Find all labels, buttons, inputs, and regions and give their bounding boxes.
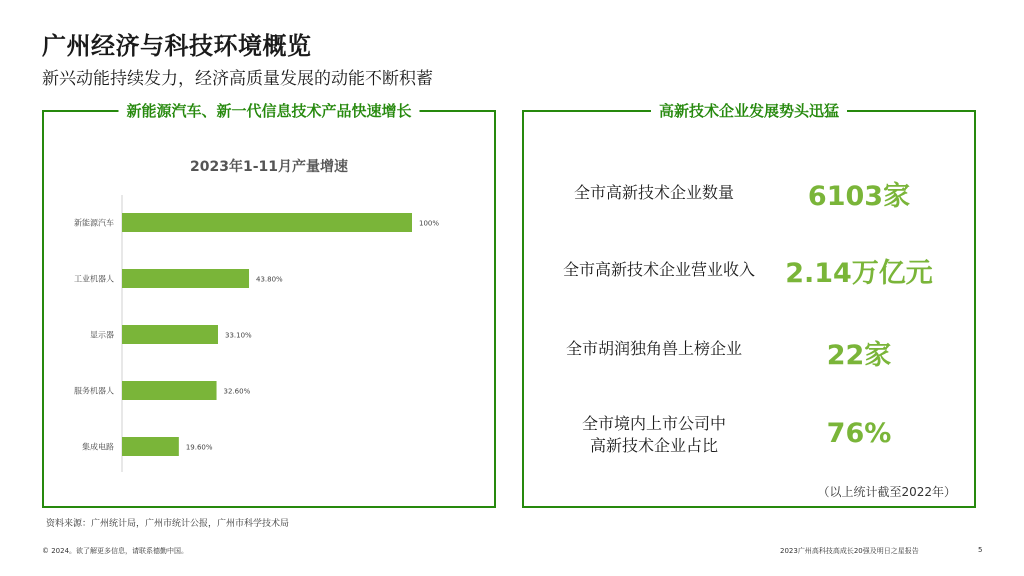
bar-value-label: 19.60% xyxy=(185,443,213,452)
chart-title: 2023年1-11月产量增速 xyxy=(190,159,348,175)
data-source: 资料来源：广州统计局，广州市统计公报，广州市科学技术局 xyxy=(46,519,290,529)
bar-value-label: 43.80% xyxy=(256,275,283,284)
stat-label-listed-share-line1: 全市境内上市公司中 xyxy=(581,414,726,433)
category-label: 工业机器人 xyxy=(74,274,114,284)
stat-value-listed-share: 76% xyxy=(826,418,892,449)
page-subtitle: 新兴动能持续发力，经济高质量发展的动能不断积蓄 xyxy=(42,69,433,89)
page-title: 广州经济与科技环境概览 xyxy=(42,32,312,60)
stat-value-hitech-revenue: 2.14万亿元 xyxy=(785,258,933,289)
bar-chart xyxy=(44,112,494,506)
bar xyxy=(122,269,249,288)
bar-value-label: 32.60% xyxy=(223,387,251,396)
category-label: 显示器 xyxy=(90,330,114,340)
right-panel xyxy=(522,102,976,508)
bar-value-label: 100% xyxy=(419,219,440,228)
stat-label-listed-share-line2: 高新技术企业占比 xyxy=(589,436,718,455)
footer-copyright: © 2024。欲了解更多信息，请联系德勤中国。 xyxy=(42,547,189,555)
stat-label-listed-share xyxy=(534,413,774,457)
stat-label-unicorns: 全市胡润独角兽上榜企业 xyxy=(565,339,742,358)
category-label: 集成电路 xyxy=(82,442,114,452)
left-panel-title: 新能源汽车、新一代信息技术产品快速增长 xyxy=(118,102,419,120)
bar xyxy=(122,325,218,344)
stat-value-hitech-count: 6103家 xyxy=(807,181,911,212)
stats-note: （以上统计截至2022年） xyxy=(817,485,956,499)
stat-label-hitech-revenue: 全市高新技术企业营业收入 xyxy=(562,260,755,279)
stat-value-unicorns: 22家 xyxy=(826,340,892,371)
bar-value-label: 33.10% xyxy=(224,331,252,340)
category-label: 新能源汽车 xyxy=(74,218,114,228)
stat-label-hitech-count: 全市高新技术企业数量 xyxy=(573,183,734,202)
bar xyxy=(122,437,179,456)
bar xyxy=(122,213,412,232)
footer-report-title: 2023广州高科技高成长20强及明日之星报告 xyxy=(780,547,919,555)
bar xyxy=(122,381,217,400)
right-panel-title: 高新技术企业发展势头迅猛 xyxy=(651,102,847,120)
category-label: 服务机器人 xyxy=(74,386,114,396)
left-panel xyxy=(42,102,496,508)
page-number: 5 xyxy=(978,546,983,554)
